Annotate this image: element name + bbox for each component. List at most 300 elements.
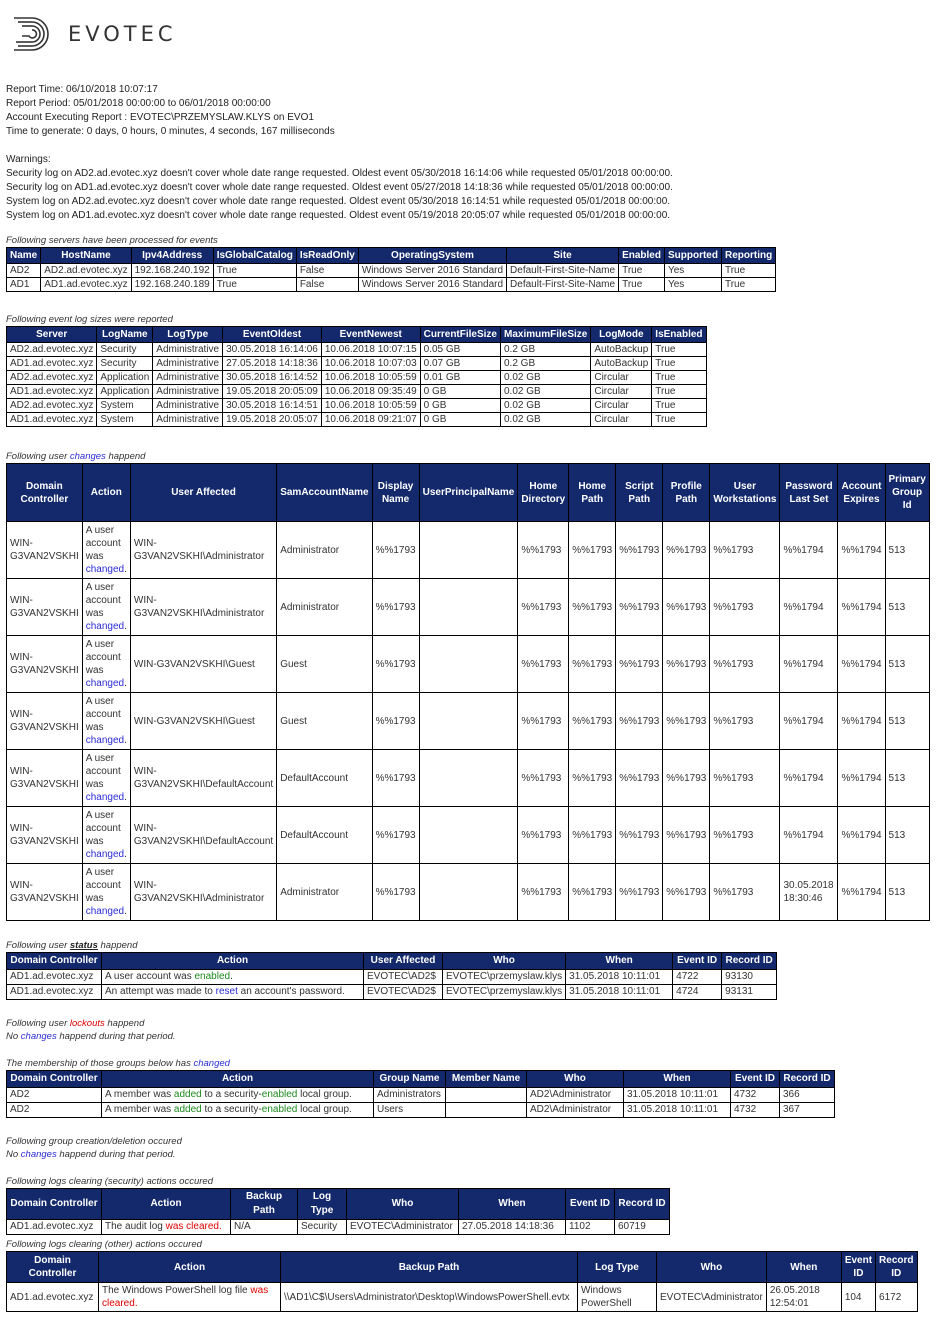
- table-cell: %%1793: [569, 750, 616, 807]
- table-cell: 4724: [673, 985, 722, 1000]
- table-row: [7, 579, 930, 636]
- action-cell: An attempt was made to reset an account's password.: [102, 985, 364, 1000]
- table-cell: Default-First-Site-Name: [507, 264, 619, 278]
- table-cell: 0.01 GB: [420, 371, 500, 385]
- column-header: Who: [657, 1252, 767, 1283]
- caption-text: Following user: [6, 451, 70, 462]
- column-header: Group Name: [374, 1071, 446, 1088]
- logsizes-caption: Following event log sizes were reported: [6, 314, 173, 325]
- column-header: LogType: [153, 327, 223, 343]
- table-cell: %%1794: [780, 579, 838, 636]
- table-cell: AutoBackup: [591, 357, 652, 371]
- table-cell: WIN-G3VAN2VSKHI\Administrator: [130, 864, 276, 921]
- logsizes-section: [6, 314, 707, 427]
- userchanges-section: [6, 451, 930, 921]
- column-header: Action: [102, 1071, 374, 1088]
- table-cell: %%1793: [616, 750, 663, 807]
- table-cell: AD1.ad.evotec.xyz: [7, 985, 102, 1000]
- column-header: Supported: [664, 248, 721, 264]
- column-header: Who: [527, 1071, 624, 1088]
- table-cell: %%1793: [616, 864, 663, 921]
- table-cell: %%1794: [780, 750, 838, 807]
- table-cell: 10.06.2018 10:07:03: [321, 357, 420, 371]
- table-cell: Administrators: [374, 1088, 446, 1103]
- column-header: LogMode: [591, 327, 652, 343]
- table-row: [7, 807, 930, 864]
- table-cell: WIN-G3VAN2VSKHI: [7, 579, 83, 636]
- action-highlight: enabled: [261, 1104, 298, 1115]
- table-cell: True: [619, 264, 665, 278]
- column-header: Domain Controller: [7, 1252, 99, 1283]
- table-cell: AD1.ad.evotec.xyz: [7, 385, 97, 399]
- column-header: OperatingSystem: [358, 248, 506, 264]
- table-cell: %%1793: [616, 693, 663, 750]
- warning-item: Security log on AD2.ad.evotec.xyz doesn't cover whole date range requested. Oldest event 05/30/2018 16:14:06 while requested 05/01/2018 00:00:00.: [6, 168, 673, 179]
- userstatus-caption: [6, 940, 777, 952]
- table-cell: 0 GB: [420, 399, 500, 413]
- action-highlight: changed: [85, 849, 125, 860]
- table-cell: AD1: [7, 278, 41, 292]
- table-cell: %%1793: [372, 807, 419, 864]
- column-header: Password Last Set: [780, 464, 838, 522]
- table-cell: EVOTEC\Administrator: [347, 1220, 459, 1235]
- column-header: Site: [507, 248, 619, 264]
- action-cell: A user account was changed.: [82, 864, 130, 921]
- logclearsec-caption: Following logs clearing (security) actions occured: [6, 1176, 213, 1187]
- servers-section: [6, 235, 776, 292]
- table-cell: [419, 807, 518, 864]
- report-meta: [6, 83, 335, 139]
- none-text: happend during that period.: [56, 1031, 176, 1042]
- table-row: [7, 970, 777, 985]
- table-cell: True: [721, 264, 775, 278]
- table-cell: Administrative: [153, 385, 223, 399]
- table-cell: EVOTEC\AD2$: [364, 970, 443, 985]
- caption-text: Following user: [6, 1018, 70, 1029]
- table-cell: %%1794: [838, 864, 885, 921]
- column-header: Backup Path: [231, 1189, 298, 1220]
- table-cell: 31.05.2018 10:11:01: [566, 985, 673, 1000]
- column-header: Server: [7, 327, 97, 343]
- column-header: Home Directory: [518, 464, 569, 522]
- table-cell: System: [97, 413, 153, 427]
- table-cell: %%1793: [616, 807, 663, 864]
- table-cell: 513: [885, 579, 929, 636]
- table-cell: 0.05 GB: [420, 343, 500, 357]
- table-cell: AD2.ad.evotec.xyz: [7, 371, 97, 385]
- table-cell: Guest: [277, 636, 372, 693]
- logclearother-table: [6, 1251, 918, 1312]
- table-cell: 10.06.2018 09:21:07: [321, 413, 420, 427]
- userstatus-section: [6, 940, 777, 1000]
- table-cell: %%1794: [838, 807, 885, 864]
- table-cell: %%1793: [663, 693, 710, 750]
- table-cell: Windows PowerShell: [578, 1283, 657, 1312]
- action-cell: A member was added to a security-enabled local group.: [102, 1103, 374, 1118]
- table-cell: Administrator: [277, 579, 372, 636]
- servers-caption: Following servers have been processed for events: [6, 235, 218, 246]
- none-text: No: [6, 1149, 21, 1160]
- table-row: [7, 385, 707, 399]
- column-header: Account Expires: [838, 464, 885, 522]
- table-cell: AD1.ad.evotec.xyz: [7, 1220, 102, 1235]
- column-header: Event ID: [566, 1189, 615, 1220]
- warning-item: System log on AD2.ad.evotec.xyz doesn't cover whole date range requested. Oldest event 05/30/2018 16:14:51 while requested 05/01/2018 00:00:00.: [6, 196, 671, 207]
- membership-caption: [6, 1058, 835, 1070]
- column-header: LogName: [97, 327, 153, 343]
- table-row: [7, 278, 776, 292]
- table-cell: Default-First-Site-Name: [507, 278, 619, 292]
- column-header: EventOldest: [223, 327, 322, 343]
- table-cell: 0.02 GB: [501, 399, 591, 413]
- column-header: Domain Controller: [7, 464, 83, 522]
- warnings: [6, 153, 673, 223]
- table-cell: %%1794: [838, 522, 885, 579]
- table-cell: 30.05.2018 16:14:52: [223, 371, 322, 385]
- table-cell: Application: [97, 385, 153, 399]
- table-cell: %%1793: [663, 636, 710, 693]
- action-cell: The Windows PowerShell log file was cleared.: [99, 1283, 281, 1312]
- table-cell: %%1793: [663, 864, 710, 921]
- userstatus-table: [6, 952, 777, 1000]
- table-cell: 19.05.2018 20:05:09: [223, 385, 322, 399]
- action-highlight: reset: [215, 986, 238, 997]
- table-cell: %%1793: [616, 579, 663, 636]
- column-header: CurrentFileSize: [420, 327, 500, 343]
- table-cell: System: [97, 399, 153, 413]
- table-cell: 26.05.2018 12:54:01: [766, 1283, 841, 1312]
- table-row: [7, 750, 930, 807]
- table-cell: 104: [841, 1283, 875, 1312]
- column-header: Reporting: [721, 248, 775, 264]
- caption-text: Following user: [6, 940, 70, 951]
- action-cell: The audit log was cleared.: [102, 1220, 231, 1235]
- table-cell: Security: [97, 357, 153, 371]
- groupcreation-none: [6, 1148, 182, 1162]
- column-header: Log Type: [298, 1189, 347, 1220]
- table-cell: 192.168.240.192: [131, 264, 213, 278]
- table-row: [7, 264, 776, 278]
- table-cell: True: [652, 399, 706, 413]
- table-cell: Security: [97, 343, 153, 357]
- column-header: User Affected: [364, 953, 443, 970]
- table-cell: WIN-G3VAN2VSKHI\Guest: [130, 636, 276, 693]
- caption-text: happend: [97, 940, 138, 951]
- table-cell: %%1793: [710, 579, 780, 636]
- table-cell: Administrative: [153, 371, 223, 385]
- table-cell: AD1.ad.evotec.xyz: [7, 357, 97, 371]
- evotec-logo-icon: [12, 14, 62, 54]
- table-cell: 60719: [615, 1220, 670, 1235]
- table-cell: AD2: [7, 1088, 102, 1103]
- table-cell: %%1793: [569, 693, 616, 750]
- table-cell: 0.2 GB: [501, 357, 591, 371]
- table-cell: 93130: [722, 970, 777, 985]
- table-cell: 513: [885, 864, 929, 921]
- column-header: Member Name: [446, 1071, 527, 1088]
- column-header: Event ID: [841, 1252, 875, 1283]
- table-cell: AD1.ad.evotec.xyz: [7, 1283, 99, 1312]
- column-header: Home Path: [569, 464, 616, 522]
- table-cell: %%1794: [838, 750, 885, 807]
- table-cell: %%1793: [372, 522, 419, 579]
- action-highlight: changed: [85, 735, 125, 746]
- servers-table: [6, 247, 776, 292]
- account-executing: Account Executing Report : EVOTEC\PRZEMYSLAW.KLYS on EVO1: [6, 112, 314, 123]
- table-cell: %%1793: [569, 522, 616, 579]
- table-cell: 513: [885, 807, 929, 864]
- none-highlight: changes: [20, 1149, 57, 1160]
- table-cell: 30.05.2018 16:14:06: [223, 343, 322, 357]
- action-highlight: enabled: [194, 971, 231, 982]
- column-header: Who: [443, 953, 566, 970]
- action-cell: A user account was changed.: [82, 522, 130, 579]
- table-cell: Yes: [664, 264, 721, 278]
- table-cell: Circular: [591, 399, 652, 413]
- table-cell: EVOTEC\Administrator: [657, 1283, 767, 1312]
- table-cell: %%1793: [518, 693, 569, 750]
- table-cell: WIN-G3VAN2VSKHI\Guest: [130, 693, 276, 750]
- action-highlight: was cleared: [102, 1285, 269, 1309]
- column-header: When: [624, 1071, 731, 1088]
- table-cell: Administrator: [277, 864, 372, 921]
- column-header: Log Type: [578, 1252, 657, 1283]
- action-cell: A user account was changed.: [82, 807, 130, 864]
- column-header: IsReadOnly: [296, 248, 358, 264]
- table-cell: 513: [885, 693, 929, 750]
- table-cell: %%1793: [372, 579, 419, 636]
- table-cell: 513: [885, 636, 929, 693]
- table-cell: 0.2 GB: [501, 343, 591, 357]
- action-highlight: changed: [85, 621, 125, 632]
- table-cell: EVOTEC\przemyslaw.klys: [443, 985, 566, 1000]
- table-cell: WIN-G3VAN2VSKHI\Administrator: [130, 522, 276, 579]
- table-cell: %%1793: [518, 522, 569, 579]
- table-cell: %%1793: [569, 864, 616, 921]
- table-cell: [446, 1088, 527, 1103]
- table-cell: AD1.ad.evotec.xyz: [7, 970, 102, 985]
- table-row: [7, 1088, 835, 1103]
- table-cell: [419, 636, 518, 693]
- table-cell: %%1794: [780, 636, 838, 693]
- table-cell: %%1793: [372, 864, 419, 921]
- column-header: Name: [7, 248, 41, 264]
- action-highlight: enabled: [261, 1089, 298, 1100]
- evotec-logo: [12, 14, 177, 54]
- table-cell: AD1.ad.evotec.xyz: [41, 278, 131, 292]
- table-cell: WIN-G3VAN2VSKHI: [7, 693, 83, 750]
- table-cell: 367: [780, 1103, 835, 1118]
- table-cell: %%1793: [569, 807, 616, 864]
- table-cell: 27.05.2018 14:18:36: [223, 357, 322, 371]
- table-cell: EVOTEC\AD2$: [364, 985, 443, 1000]
- table-cell: EVOTEC\przemyslaw.klys: [443, 970, 566, 985]
- table-cell: True: [652, 385, 706, 399]
- table-cell: Windows Server 2016 Standard: [358, 264, 506, 278]
- table-row: [7, 343, 707, 357]
- table-cell: %%1793: [663, 807, 710, 864]
- table-cell: %%1794: [838, 579, 885, 636]
- column-header: Domain Controller: [7, 953, 102, 970]
- column-header: Record ID: [722, 953, 777, 970]
- table-cell: 10.06.2018 10:05:59: [321, 399, 420, 413]
- table-row: [7, 522, 930, 579]
- column-header: Action: [99, 1252, 281, 1283]
- table-cell: [446, 1103, 527, 1118]
- table-cell: 4722: [673, 970, 722, 985]
- action-highlight: changed: [85, 906, 125, 917]
- column-header: Event ID: [673, 953, 722, 970]
- table-cell: 30.05.2018 18:30:46: [780, 864, 838, 921]
- column-header: Backup Path: [281, 1252, 578, 1283]
- table-cell: Guest: [277, 693, 372, 750]
- column-header: When: [459, 1189, 566, 1220]
- table-row: [7, 1103, 835, 1118]
- action-cell: A member was added to a security-enabled local group.: [102, 1088, 374, 1103]
- table-row: [7, 413, 707, 427]
- table-cell: 0 GB: [420, 385, 500, 399]
- column-header: Profile Path: [663, 464, 710, 522]
- logclearother-section: [6, 1239, 918, 1312]
- table-cell: AD2.ad.evotec.xyz: [7, 399, 97, 413]
- action-cell: A user account was changed.: [82, 636, 130, 693]
- table-cell: WIN-G3VAN2VSKHI: [7, 807, 83, 864]
- table-cell: 192.168.240.189: [131, 278, 213, 292]
- table-row: [7, 693, 930, 750]
- table-cell: WIN-G3VAN2VSKHI\DefaultAccount: [130, 807, 276, 864]
- table-cell: %%1793: [616, 636, 663, 693]
- column-header: When: [566, 953, 673, 970]
- logclearsec-table: [6, 1188, 670, 1235]
- column-header: Display Name: [372, 464, 419, 522]
- column-header: EventNewest: [321, 327, 420, 343]
- table-cell: True: [721, 278, 775, 292]
- table-cell: WIN-G3VAN2VSKHI: [7, 522, 83, 579]
- column-header: Domain Controller: [7, 1189, 102, 1220]
- table-cell: 31.05.2018 10:11:01: [624, 1088, 731, 1103]
- caption-text: happend: [105, 451, 146, 462]
- table-cell: %%1793: [372, 750, 419, 807]
- table-cell: AD2.ad.evotec.xyz: [7, 343, 97, 357]
- table-cell: %%1794: [780, 693, 838, 750]
- table-cell: 4732: [731, 1103, 780, 1118]
- table-cell: %%1793: [518, 750, 569, 807]
- table-cell: True: [619, 278, 665, 292]
- table-cell: N/A: [231, 1220, 298, 1235]
- table-cell: %%1793: [710, 522, 780, 579]
- table-cell: 6172: [876, 1283, 917, 1312]
- groupcreation-caption: Following group creation/deletion occured: [6, 1136, 182, 1147]
- column-header: HostName: [41, 248, 131, 264]
- none-highlight: changes: [20, 1031, 57, 1042]
- action-highlight: added: [173, 1089, 202, 1100]
- column-header: Enabled: [619, 248, 665, 264]
- table-cell: %%1793: [663, 522, 710, 579]
- table-cell: Circular: [591, 413, 652, 427]
- table-cell: True: [652, 343, 706, 357]
- membership-section: [6, 1058, 835, 1118]
- table-cell: False: [296, 264, 358, 278]
- warnings-title: Warnings:: [6, 154, 51, 165]
- column-header: Record ID: [780, 1071, 835, 1088]
- action-highlight: was cleared.: [165, 1221, 222, 1232]
- table-row: [7, 357, 707, 371]
- caption-highlight: changes: [69, 451, 106, 462]
- action-cell: A user account was changed.: [82, 750, 130, 807]
- table-cell: %%1794: [780, 807, 838, 864]
- table-cell: True: [213, 264, 296, 278]
- table-cell: \\AD1\C$\Users\Administrator\Desktop\WindowsPowerShell.evtx: [281, 1283, 578, 1312]
- table-cell: 0.02 GB: [501, 385, 591, 399]
- table-cell: 10.06.2018 10:05:59: [321, 371, 420, 385]
- column-header: Action: [82, 464, 130, 522]
- table-cell: True: [652, 413, 706, 427]
- column-header: User Affected: [130, 464, 276, 522]
- table-cell: Administrative: [153, 413, 223, 427]
- table-row: [7, 1220, 670, 1235]
- action-cell: A user account was changed.: [82, 693, 130, 750]
- column-header: UserPrincipalName: [419, 464, 518, 522]
- report-period: Report Period: 05/01/2018 00:00:00 to 06/01/2018 00:00:00: [6, 98, 271, 109]
- action-cell: A user account was enabled.: [102, 970, 364, 985]
- table-cell: True: [652, 371, 706, 385]
- table-cell: AD2\Administrator: [527, 1103, 624, 1118]
- none-text: No: [6, 1031, 21, 1042]
- table-cell: 513: [885, 522, 929, 579]
- lockouts-section: [6, 1018, 176, 1044]
- table-cell: 27.05.2018 14:18:36: [459, 1220, 566, 1235]
- userchanges-table: [6, 463, 930, 921]
- table-cell: WIN-G3VAN2VSKHI\Administrator: [130, 579, 276, 636]
- table-cell: AD2.ad.evotec.xyz: [41, 264, 131, 278]
- column-header: Who: [347, 1189, 459, 1220]
- report-time: Report Time: 06/10/2018 10:07:17: [6, 84, 158, 95]
- table-row: [7, 1283, 918, 1312]
- table-cell: %%1793: [518, 636, 569, 693]
- table-cell: Yes: [664, 278, 721, 292]
- table-cell: %%1793: [710, 864, 780, 921]
- table-row: [7, 371, 707, 385]
- column-header: Record ID: [615, 1189, 670, 1220]
- table-cell: %%1793: [372, 693, 419, 750]
- table-cell: AD2: [7, 1103, 102, 1118]
- caption-highlight: lockouts: [69, 1018, 105, 1029]
- table-cell: %%1794: [838, 693, 885, 750]
- table-cell: 31.05.2018 10:11:01: [624, 1103, 731, 1118]
- action-highlight: changed: [85, 792, 125, 803]
- column-header: MaximumFileSize: [501, 327, 591, 343]
- table-cell: %%1793: [710, 807, 780, 864]
- action-highlight: changed: [85, 564, 125, 575]
- table-cell: DefaultAccount: [277, 807, 372, 864]
- table-cell: Circular: [591, 385, 652, 399]
- table-cell: AD2\Administrator: [527, 1088, 624, 1103]
- table-cell: AD1.ad.evotec.xyz: [7, 413, 97, 427]
- table-cell: %%1793: [616, 522, 663, 579]
- table-cell: 0.07 GB: [420, 357, 500, 371]
- column-header: Ipv4Address: [131, 248, 213, 264]
- table-cell: Administrative: [153, 343, 223, 357]
- table-cell: 10.06.2018 10:07:15: [321, 343, 420, 357]
- table-cell: Administrative: [153, 357, 223, 371]
- column-header: SamAccountName: [277, 464, 372, 522]
- logclearother-caption: Following logs clearing (other) actions occured: [6, 1239, 202, 1250]
- table-row: [7, 399, 707, 413]
- table-cell: [419, 579, 518, 636]
- column-header: Record ID: [876, 1252, 917, 1283]
- table-cell: [419, 693, 518, 750]
- table-cell: %%1793: [663, 750, 710, 807]
